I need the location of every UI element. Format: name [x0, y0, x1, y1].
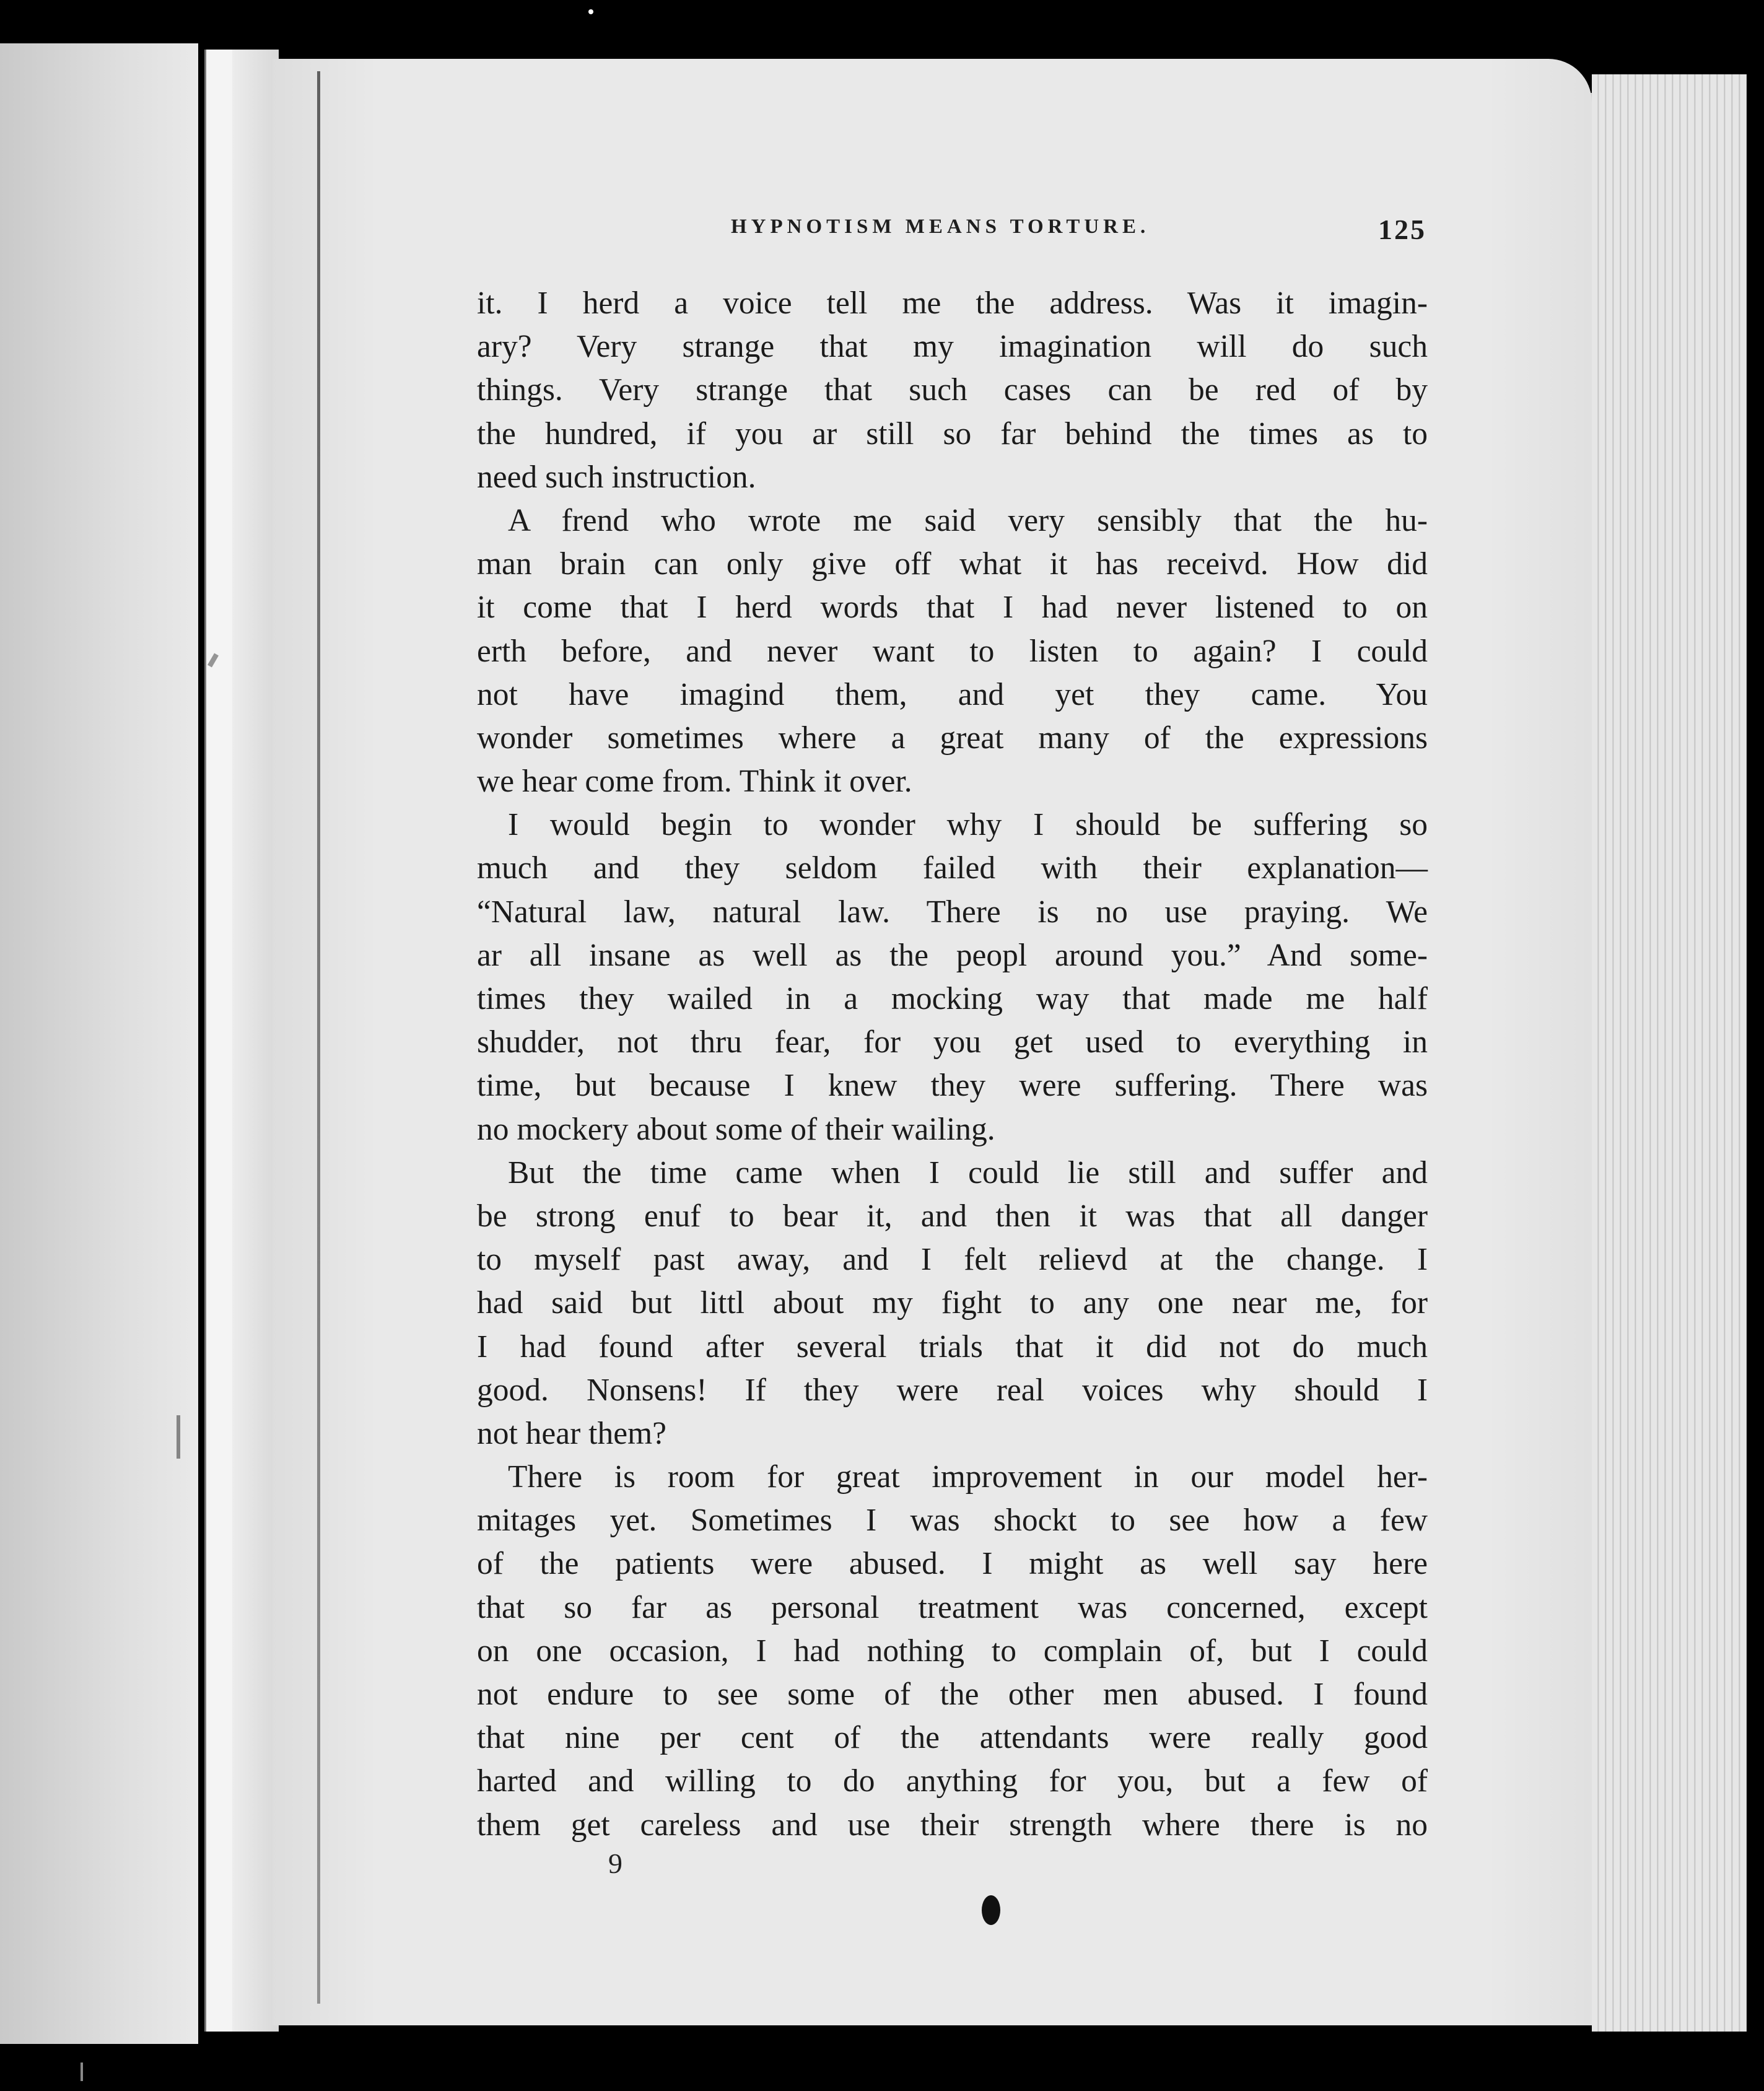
- signature-mark: 9: [608, 1848, 622, 1879]
- text-line: need such instruction.: [477, 459, 756, 495]
- text-line: on one occasion, I had nothing to complain of, but I could: [477, 1633, 1428, 1669]
- text-line: time, but because I knew they were suffering. There was: [477, 1068, 1428, 1104]
- text-line: that so far as personal treatment was concerned, except: [477, 1589, 1428, 1625]
- text-line: There is room for great improvement in our model her-: [508, 1459, 1428, 1495]
- text-line: man brain can only give off what it has receivd. How did: [477, 546, 1428, 582]
- text-line: mitages yet. Sometimes I was shockt to see how a few: [477, 1503, 1428, 1539]
- text-line: things. Very strange that such cases can be red of by: [477, 372, 1428, 408]
- scan-speck: [81, 2063, 83, 2081]
- text-line: we hear come from. Think it over.: [477, 764, 912, 800]
- stacked-page-edges: [1592, 74, 1747, 2032]
- text-line: times they wailed in a mocking way that made me half: [477, 981, 1428, 1016]
- gutter-shadow-line: [317, 71, 320, 2004]
- text-line: “Natural law, natural law. There is no use praying. We: [477, 894, 1428, 930]
- body-text: [477, 282, 1428, 1847]
- text-line: harted and willing to do anything for you, but a few of: [477, 1763, 1428, 1799]
- text-line: erth before, and never want to listen to again? I could: [477, 633, 1428, 669]
- text-line: had said but littl about my fight to any one near me, for: [477, 1285, 1428, 1321]
- text-line: ary? Very strange that my imagination will do such: [477, 329, 1428, 365]
- text-line: of the patients were abused. I might as well say here: [477, 1546, 1428, 1582]
- text-line: be strong enuf to bear it, and then it was that all danger: [477, 1198, 1428, 1234]
- text-line: the hundred, if you ar still so far behind the times as to: [477, 416, 1428, 452]
- text-line: not endure to see some of the other men abused. I found: [477, 1677, 1428, 1712]
- running-head: [477, 216, 1456, 253]
- text-line: not hear them?: [477, 1415, 667, 1451]
- text-line: But the time came when I could lie still and suffer and: [508, 1155, 1428, 1190]
- text-line: much and they seldom failed with their explanation—: [477, 850, 1428, 886]
- text-line: not have imagind them, and yet they came. You: [477, 676, 1428, 712]
- text-line: good. Nonsens! If they were real voices why should I: [477, 1372, 1428, 1408]
- text-line: it. I herd a voice tell me the address. Was it imagin-: [477, 286, 1428, 321]
- running-head-title: HYPNOTISM MEANS TORTURE.: [731, 216, 1150, 238]
- text-line: them get careless and use their strength where there is no: [477, 1807, 1428, 1843]
- text-line: A frend who wrote me said very sensibly that the hu-: [508, 502, 1428, 538]
- text-line: that nine per cent of the attendants were really good: [477, 1720, 1428, 1756]
- scan-speck: [588, 9, 593, 14]
- left-page-edge-strip: [204, 50, 235, 2032]
- text-line: I had found after several trials that it did not do much: [477, 1329, 1428, 1364]
- text-line: I would begin to wonder why I should be suffering so: [508, 807, 1428, 843]
- text-line: no mockery about some of their wailing.: [477, 1111, 995, 1147]
- text-line: it come that I herd words that I had never listened to on: [477, 590, 1428, 626]
- scan-speck: [177, 1415, 180, 1459]
- page-number: 125: [1378, 214, 1426, 245]
- text-line: shudder, not thru fear, for you get used to everything in: [477, 1024, 1428, 1060]
- left-facing-page: [0, 43, 198, 2044]
- text-line: wonder sometimes where a great many of the expressions: [477, 720, 1428, 756]
- text-line: ar all insane as well as the peopl around you.” And some-: [477, 937, 1428, 973]
- text-line: to myself past away, and I felt relievd at the change. I: [477, 1242, 1428, 1278]
- ink-blot: [982, 1895, 1000, 1925]
- book-gutter: [232, 50, 279, 2032]
